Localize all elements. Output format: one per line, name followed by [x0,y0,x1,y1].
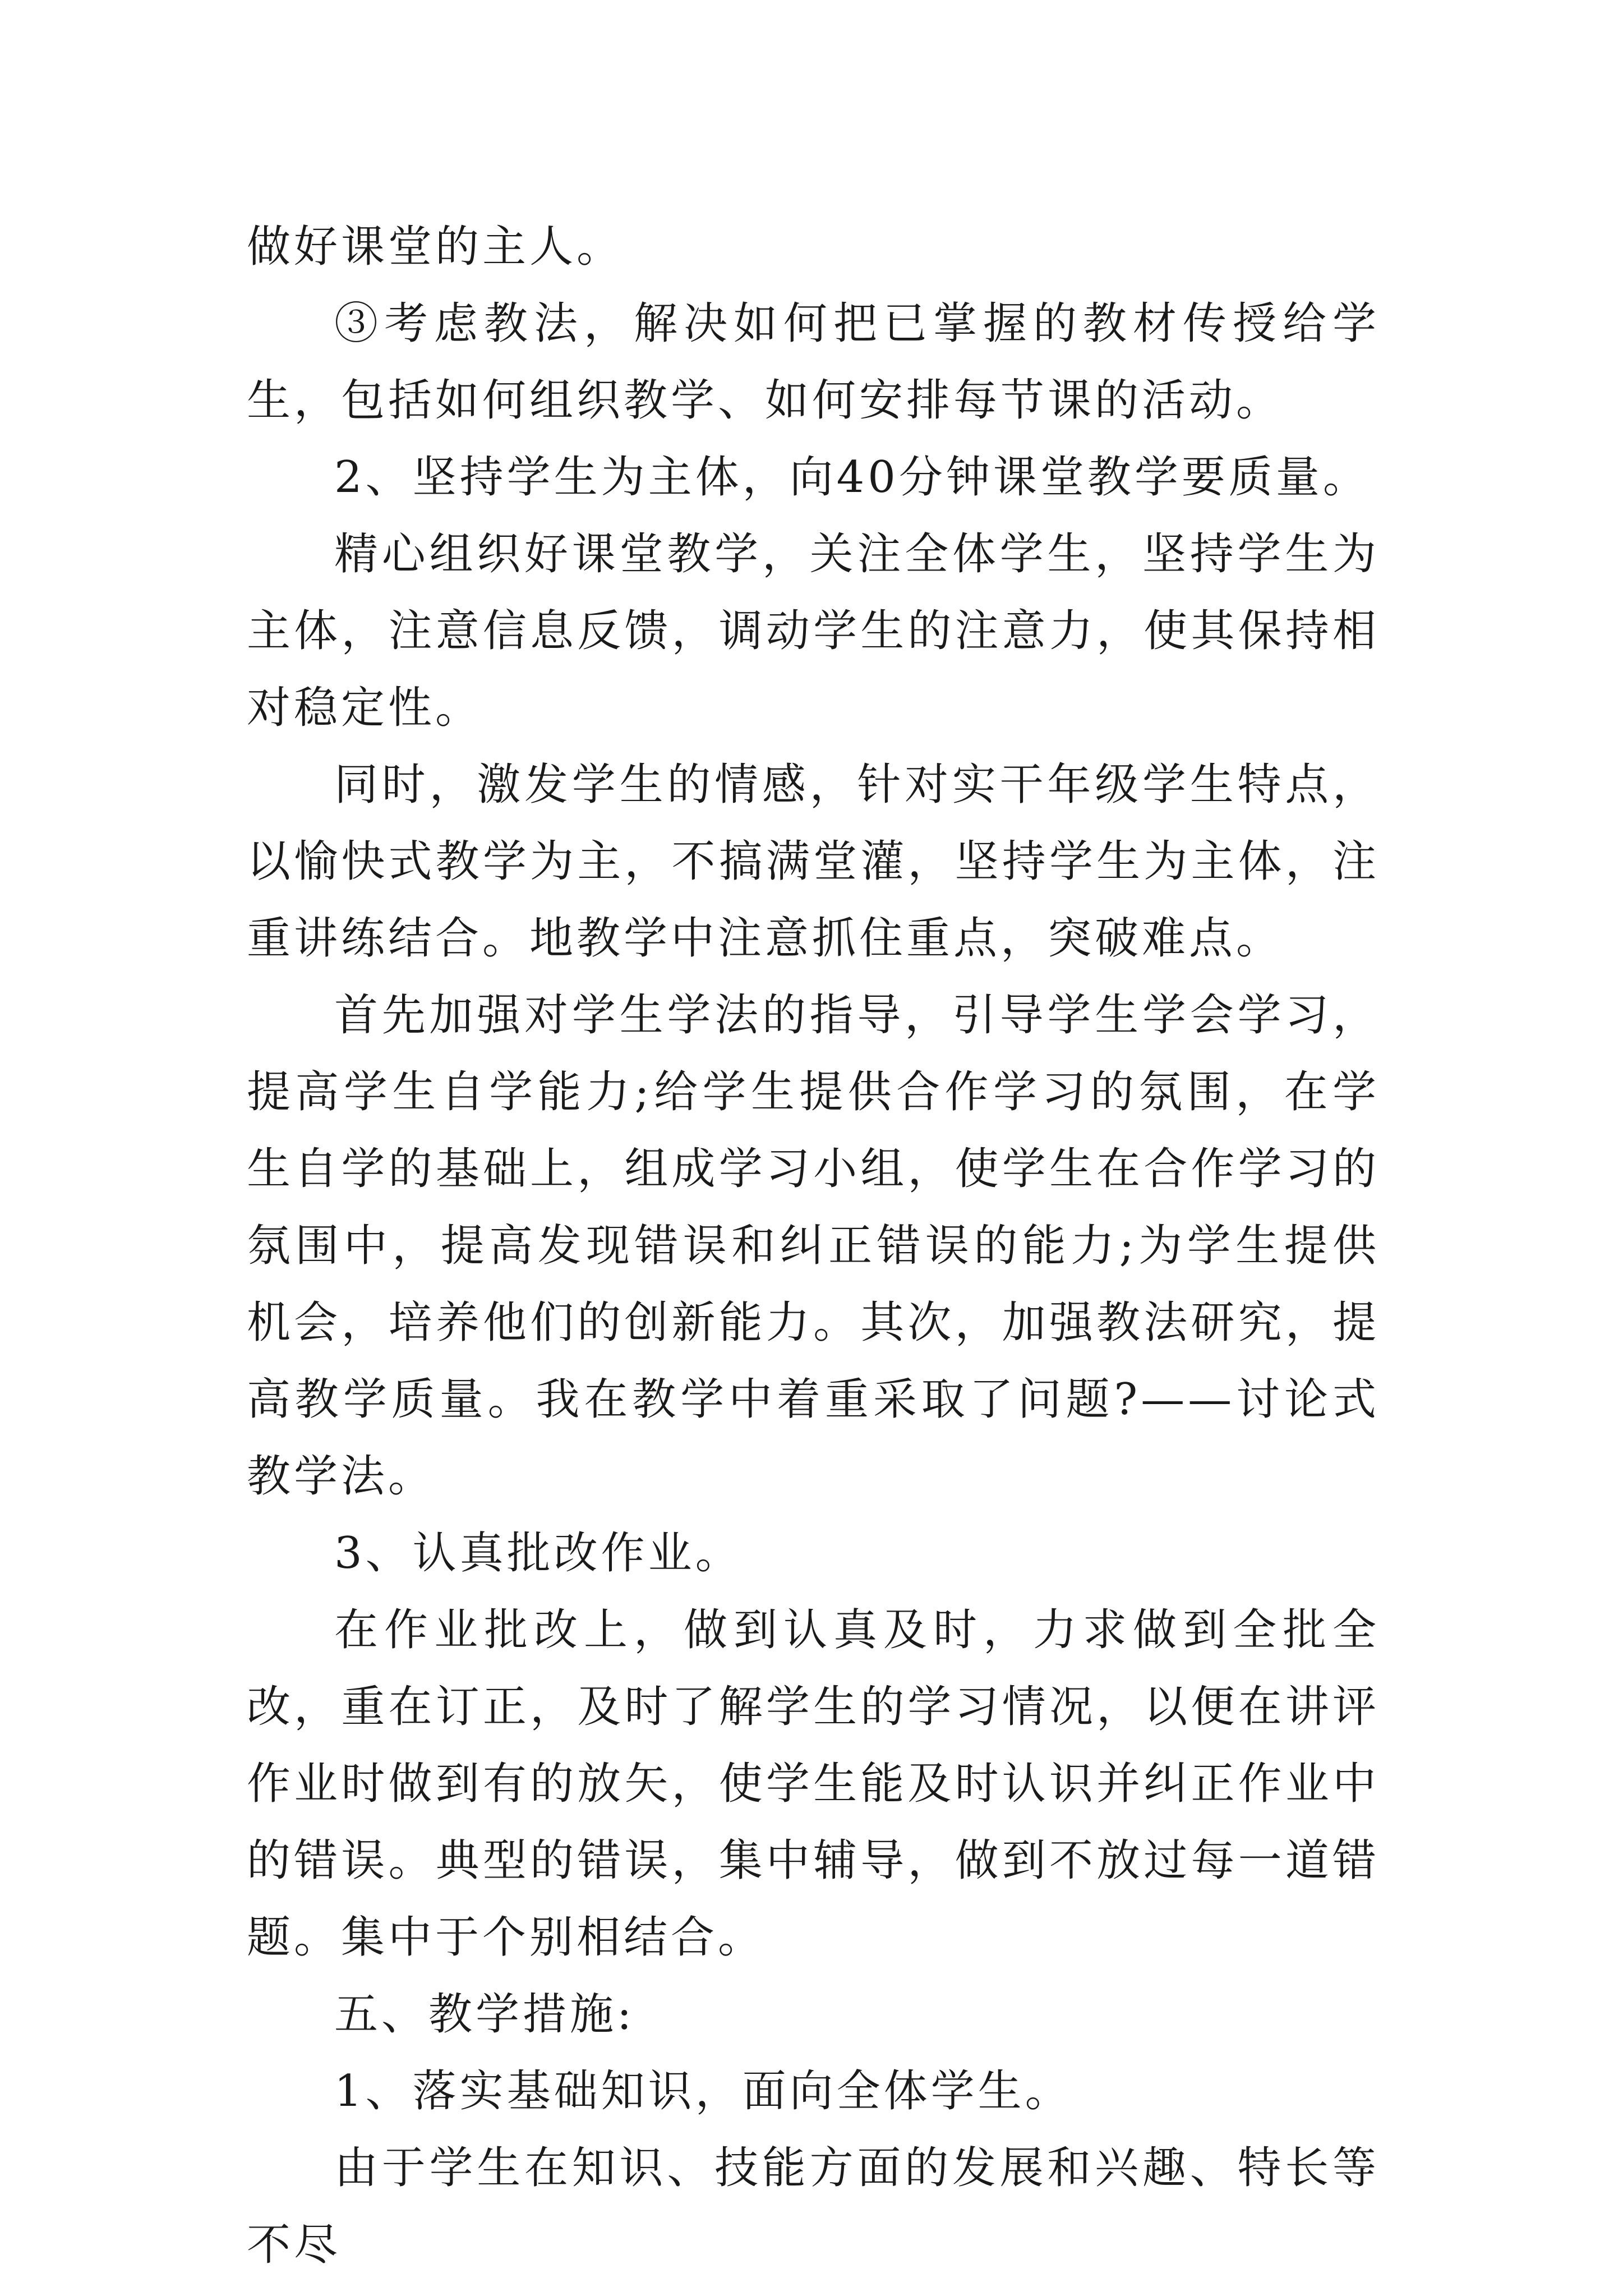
paragraph: 3、认真批改作业。 [334,1528,743,1579]
paragraph: 由于学生在知识、技能方面的发展和兴趣、特长等不尽 [247,2143,1380,2270]
paragraph: 精心组织好课堂教学，关注全体学生，坚持学生为主体，注意信息反馈，调动学生的注意力，使其保持相对稳定性。 [247,529,1380,733]
paragraph: 2、坚持学生为主体，向40分钟课堂教学要质量。 [334,452,1370,503]
paragraph: 同时，激发学生的情感，针对实干年级学生特点，以愉快式教学为主，不搞满堂灌，坚持学生为主体，注重讲练结合。地教学中注意抓住重点，突破难点。 [247,760,1380,964]
paragraph: ③考虑教法，解决如何把已掌握的教材传授给学生，包括如何组织教学、如何安排每节课的活动。 [247,298,1380,426]
paragraph: 首先加强对学生学法的指导，引导学生学会学习，提高学生自学能力;给学生提供合作学习的氛围，在学生自学的基础上，组成学习小组，使学生在合作学习的氛围中，提高发现错误和纠正错误的能力;为学生提供机会，培养他们的创新能力。其次，加强教法研究，提高教学质量。我在教学中着重采取了问题?——讨论式教学法。 [247,990,1380,1502]
paragraph: 做好课堂的主人。 [247,222,624,272]
paragraph: 在作业批改上，做到认真及时，力求做到全批全改，重在订正，及时了解学生的学习情况，以便在讲评作业时做到有的放矢，使学生能及时认识并纠正作业中的错误。典型的错误，集中辅导，做到不放过每一道错题。集中于个别相结合。 [247,1605,1380,1963]
section-heading: 五、教学措施: [334,1989,635,2040]
document-body [247,209,1380,2284]
paragraph: 1、落实基础知识，面向全体学生。 [334,2066,1072,2116]
